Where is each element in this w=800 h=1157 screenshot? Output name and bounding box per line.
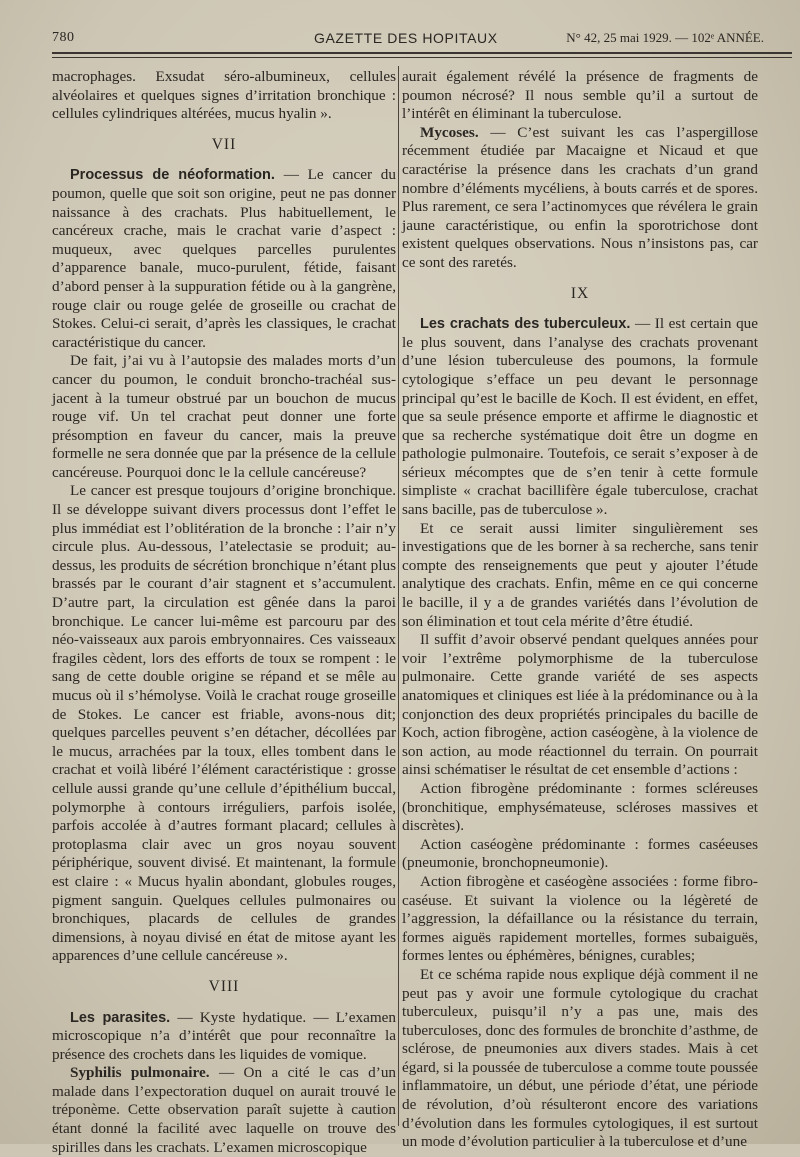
paragraph-caseogene: Action caséogène prédominante : formes caséeuses (pneumonie, bronchopneumonie). [402,835,758,872]
column-divider [398,66,399,1126]
text-neoformation: — Le cancer du poumon, quelle que soit son origine, peut ne pas donner naissance à des crachats. Plus habituellement, le cancéreux crache, mais le crachat varie d’aspect : muqueux, avec quelques parcelles purulentes d’apparence banale, muco-purulent, fétide, faisant d’abord penser à la suppuration fétide ou à la gangrène, rouge clair ou rouge gelée de groseille ou crachat de Stokes. Celui-ci serait, d’après les classiques, le crachat caractéristique du cancer. [52,166,396,351]
paragraph-macrophages: macrophages. Exsudat séro-albumineux, cellules alvéolaires et quelques signes d’irritation bronchique : cellules cylindriques altérées, mucus hyalin ». [52,68,396,123]
paragraph-associees: Action fibrogène et caséogène associées : forme fibro-caséuse. Et suivant la violence ou la légèreté de l’aggression, la défaillance ou la résistance du terrain, formes aiguës rapidement mortelles, formes subaiguës, formes lentes ou éphémères, bénignes, curables; [402,872,758,965]
paragraph-mycoses [402,124,758,273]
section-number-vii: VII [211,135,237,153]
text-tuberculeux: — Il est certain que le plus souvent, dans l’analyse des crachats provenant d’une lésion tuberculeuse des poumons, la formule cytologique s’efface un peu devant le personnage principal qu’est le bacille de Koch. Il est évident, en effet, que sa seule présence emporte et affirme le diagnostic et que sa recherche systématique doit être un dogme en pathologie pulmonaire. Toutefois, ce serait s’exposer à de sérieux mécomptes que de s’en tenir à cette formule simpliste « crachat bacillifère égale tuberculose, crachat sans bacille, pas de tuberculose ». [402,315,759,519]
paragraph-suffit: Il suffit d’avoir observé pendant quelques années pour voir l’extrême polymorphisme de la tuberculose pulmonaire. Cette grande variété de ses aspects anatomiques et cliniques est liée à la prédominance ou à la conjonction des deux propriétés principales du bacille de Koch, action fibrogène, action caséogène, à la violence de son action, au mode réactionnel du terrain. On pourrait ainsi schématiser le résultat de cet ensemble d’actions : [402,631,758,779]
running-header [52,30,764,52]
paragraph-tuberculeux [402,315,758,520]
paragraph-autopsie: De fait, j’ai vu à l’autopsie des malades morts d’un cancer du poumon, le conduit broncho-trachéal sus-jacent à la tumeur obstrué par un bouchon de mucus rouge vif. Un tel crachat peut donner une forte présomption en faveur du cancer, mais la preuve formelle ne sera donnée que par la présence de la cellule cancéreuse. Pourquoi donc le la cellule cancéreuse? [52,352,396,481]
page-number: 780 [52,30,75,45]
header-rule-thin [52,57,792,58]
heading-mycoses: Mycoses. [420,123,479,141]
paragraph-syphilis [52,1064,396,1157]
paragraph-neoformation [52,166,396,352]
heading-neoformation: Processus de néoformation. [70,167,275,184]
paragraph-aurait: aurait également révélé la présence de fragments de poumon nécrosé? Il nous semble qu’il a surtout de l’intérêt en éliminant la tuberculose. [402,68,758,123]
text-parasites: — Kyste hydatique. — L’examen microscopique n’a d’intérêt que pour reconnaître la présence des crochets dans les liquides de vomique. [52,1008,396,1063]
heading-parasites: Les parasites. [70,1009,171,1026]
section-number-viii: VIII [208,977,240,995]
heading-tuberculeux: Les crachats des tuberculeux. [420,316,631,333]
paragraph-origine: Le cancer est presque toujours d’origine bronchique. Il se développe suivant divers processus dont l’effet le plus immédiat est l’oblitération de la bronche : l’air n’y circule plus. Au-dessous, l’atelectasie se produit; au-dessus, les produits de sécrétion bronchique n’étant plus brassés par le courant d’air stagnent et s’accumulent. D’autre part, la circulation est gênée dans la paroi bronchique. Le cancer lui-même est parcouru par des néo-vaisseaux aux parois embryonnaires. Ces vaisseaux fragiles cèdent, lors des efforts de toux se rompent : le sang de cette double origine se répand et se mêle au mucus où il s’hémolyse. Voilà le crachat rouge groseille de Stokes. Le cancer est friable, avons-nous dit; quelques parcelles peuvent s’en détacher, décollées par le mucus, arrachées par la toux, elles tombent dans le crachat et voilà libéré l’élément caractéristique : grosse cellule aussi grande qu’une cellule d’épithélium buccal, polymorphe à contours irréguliers, parfois isolée, parfois accolée à d’autres formant placard; cellules à protoplasma clair avec un gros noyau souvent périphérique, souvent divisé. Et maintenant, la formule est claire : « Mucus hyalin abondant, globules rouges, pigment sanguin. Quelques cellules pulmonaires ou bronchiques, placards de cellules de grandes dimensions, à noyau divisé en état de mitose ayant les apparences d’une cellule cancéreuse ». [52,482,396,965]
right-column [402,68,759,1151]
paragraph-parasites [52,1009,396,1065]
heading-syphilis: Syphilis pulmonaire. [70,1064,210,1082]
text-syphilis: — On a cité le cas d’un malade dans l’expectoration duquel on aurait trouvé le tréponème. Cette observation paraît sujette à caution étant donné la facilité avec laquelle on trouve des spirilles dans les crachats. L’examen microscopique [52,1064,397,1156]
header-rule-thick [52,52,792,54]
text-mycoses: — C’est suivant les cas l’aspergillose récemment étudiée par Macaigne et Nicaud et que caractérise la présence dans les crachats d’un grand nombre d’éléments mycéliens, à bouts carrés et de spores. Plus rarement, ce sera l’actinomyces que révélera le grain jaune caractéristique, ou enfin la sporotrichose dont existent quelques observations. Nous n’insistons pas, car ce sont des raretés. [402,123,758,271]
paragraph-limiter: Et ce serait aussi limiter singulièrement ses investigations que de les borner à sa recherche, sans tenir compte des renseignements que peut y ajouter l’étude analytique des crachats. Enfin, même en ce qui concerne le bacille, il y a de grandes variétés dans l’évolution de son élimination et tout cela mérite d’être étudié. [402,519,758,630]
issue-info: N° 42, 25 mai 1929. — 102ᵉ ANNÉE. [566,30,764,45]
journal-title: GAZETTE DES HOPITAUX [314,30,498,46]
paragraph-schema: Et ce schéma rapide nous explique déjà comment il ne peut pas y avoir une formule cytologique du crachat tuberculeux, puisqu’il n’y a pas une, mais des tuberculoses, donc des formules de bronchite d’asthme, de sclérose, de pneumonies aux divers stades. Mais à cet égard, si la poussée de tuberculose a comme toute poussée inflammatoire, un début, une période d’état, une période de révolution, d’où résulteront encore des variations d’évolution dans les formules cytologiques, il est surtout un mode d’évolution particulier à la tuberculose et d’une [402,965,758,1151]
paragraph-fibrogene: Action fibrogène prédominante : formes scléreuses (bronchitique, emphysémateuse, scléroses massives et discrètes). [402,779,758,835]
section-number-ix: IX [570,284,590,302]
left-column [52,68,397,1156]
